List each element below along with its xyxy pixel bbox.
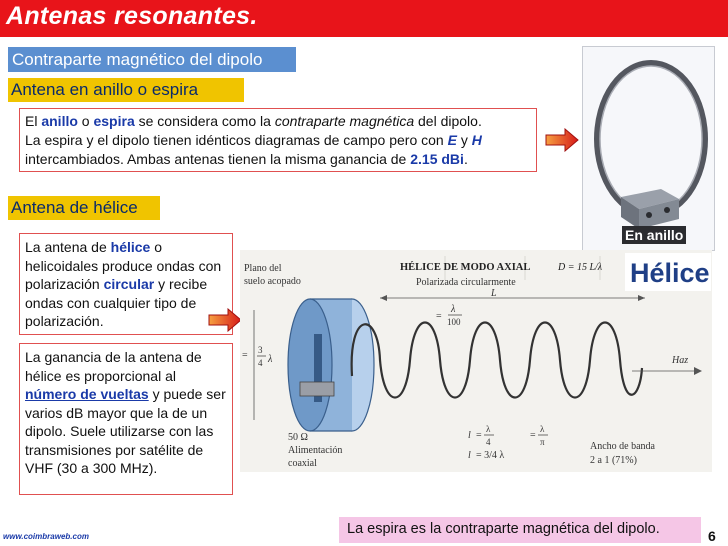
equals-sign: =: [242, 350, 248, 361]
arrow-right-icon: [208, 308, 242, 332]
diagram-formula: D = 15 L/λ: [558, 262, 603, 273]
four-label: 4: [258, 358, 263, 368]
loop-description-box: El anillo o espira se considera como la contraparte magnética del dipolo. La espira y el dipolo tienen idénticos diagramas de campo pero con E y H intercambiados. Ambas antenas tienen la misma ganancia de 2.15 dBi.: [19, 108, 537, 172]
polarization-label: Polarizada circularmente: [416, 277, 516, 288]
three-quarter-lambda: = 3/4 λ: [476, 450, 505, 461]
helix-diagram-svg: [240, 250, 712, 472]
diagram-heading: HÉLICE DE MODO AXIAL: [400, 262, 531, 273]
caption-box: La espira es la contraparte magnética del dipolo.: [339, 517, 701, 543]
arrow-right-icon: [545, 128, 579, 152]
footer-url[interactable]: www.coimbraweb.com: [3, 532, 89, 541]
term-contraparte: contraparte magnética: [274, 113, 415, 129]
term-gain: 2.15 dBi: [410, 151, 464, 167]
term-espira: espira: [93, 113, 135, 129]
lambda-numerator: λ: [451, 304, 456, 315]
lambda-numerator-3: λ: [540, 424, 545, 434]
loop-antenna-image: [583, 47, 716, 252]
term-circular: circular: [103, 276, 155, 292]
pi-label: π: [540, 437, 545, 447]
feed-label: Alimentación: [288, 445, 343, 456]
slide-title: Antenas resonantes.: [6, 2, 258, 30]
helix-diagram: [240, 250, 712, 472]
subtitle-banner: Contraparte magnético del dipolo: [8, 47, 296, 72]
section-loop-heading: Antena en anillo o espira: [8, 78, 244, 102]
beam-label: Haz: [672, 355, 689, 366]
lambda-numerator-2: λ: [486, 424, 491, 434]
term-helice: hélice: [110, 239, 151, 255]
term-H: H: [471, 132, 482, 148]
term-E: E: [447, 132, 457, 148]
term-anillo: anillo: [41, 113, 78, 129]
lambda-denominator: 100: [447, 317, 461, 327]
equals-sign: =: [436, 311, 442, 322]
section-helix-heading: Antena de hélice: [8, 196, 160, 220]
helix-gain-box: La ganancia de la antena de hélice es proporcional al número de vueltas y puede ser varios dB mayor que la de un dipolo. Suele utilizarse con las transmisiones por satélite de VHF (30 a 300 MHz).: [19, 343, 233, 495]
four-label-2: 4: [486, 437, 491, 447]
three-label: 3: [258, 345, 263, 355]
bandwidth-value: 2 a 1 (71%): [590, 455, 637, 466]
term-vueltas: número de vueltas: [25, 386, 149, 402]
helix-title-label: Hélice: [630, 258, 710, 288]
ground-plane-label: Plano del: [244, 263, 282, 274]
l-label-2: l: [468, 450, 471, 461]
bandwidth-label: Ancho de banda: [590, 441, 655, 452]
equals-sign: =: [530, 430, 536, 441]
equals-sign: =: [476, 430, 482, 441]
loop-photo-label: En anillo: [622, 226, 686, 244]
helix-description-box: La antena de hélice o helicoidales produce ondas con polarización circular y recibe ondas con cualquier tipo de polarización.: [19, 233, 233, 335]
coaxial-label: coaxial: [288, 458, 317, 469]
page-number: 6: [708, 528, 716, 544]
lambda-symbol: λ: [268, 354, 273, 365]
impedance-label: 50 Ω: [288, 432, 308, 443]
loop-antenna-photo: [582, 46, 715, 251]
l-label: l: [468, 430, 471, 441]
length-label: L: [491, 288, 497, 299]
ground-plane-label-2: suelo acopado: [244, 276, 301, 287]
